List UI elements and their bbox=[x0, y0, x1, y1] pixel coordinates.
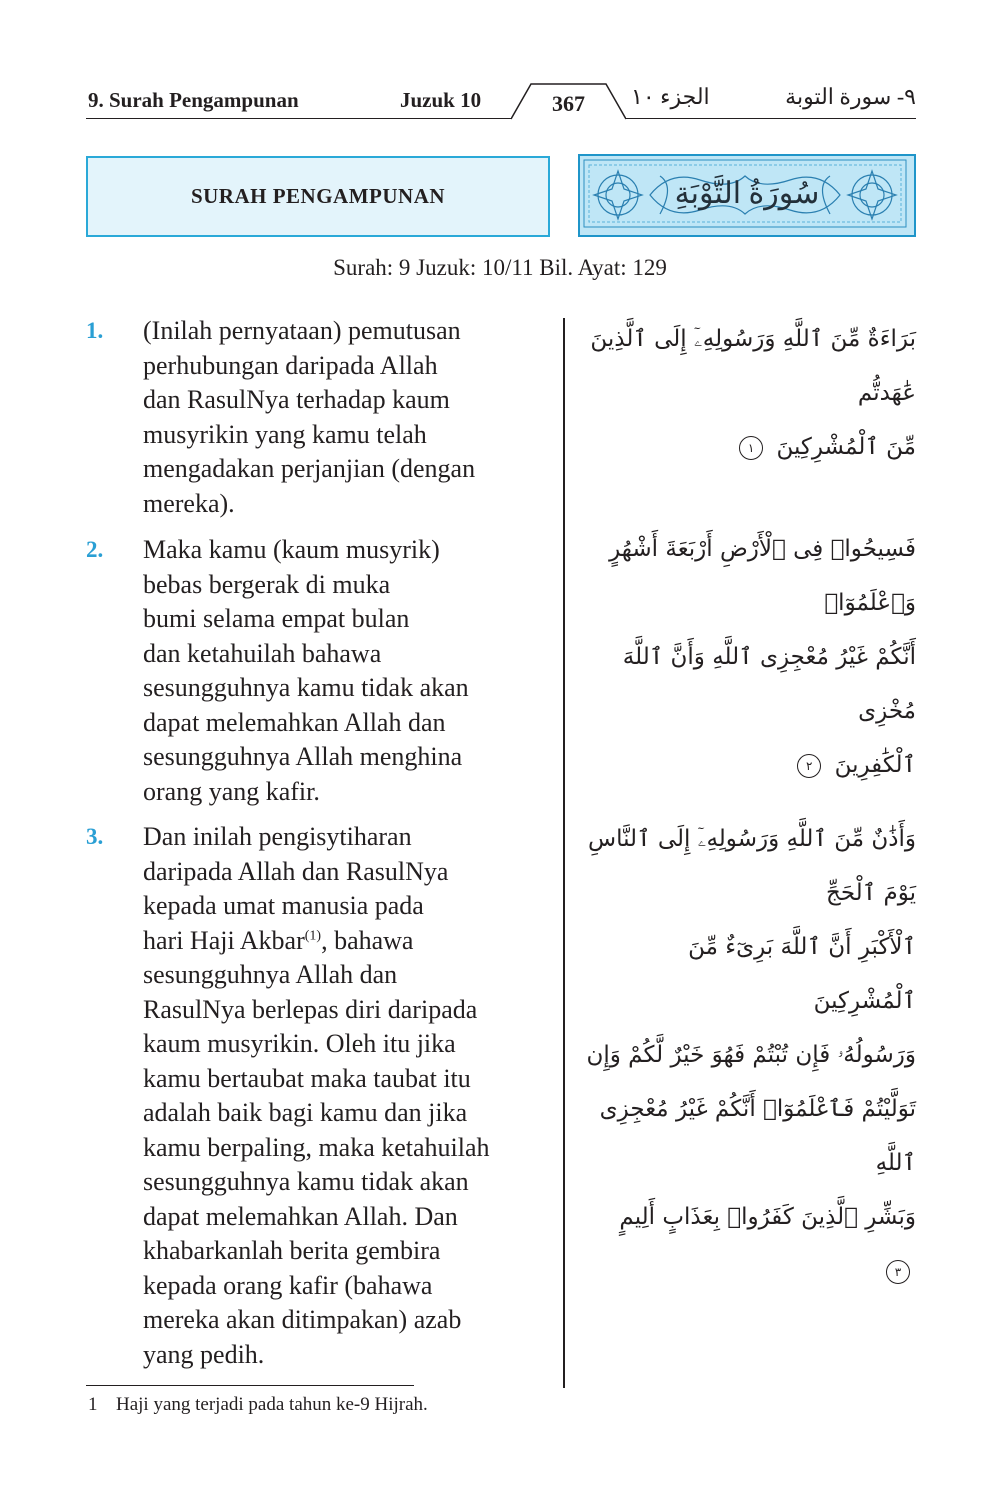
verse-translation: Maka kamu (kaum musyrik) bebas bergerak di muka bumi selama empat bulan dan ketahuilah bahawa sesungguhnya kamu tidak akan dapat melemahkan Allah dan sesungguhnya Allah menghina orang yang kafir. bbox=[143, 535, 469, 806]
header-arabic-surah: ٩- سورة التوبة bbox=[785, 84, 916, 109]
verse-translation: (Inilah pernyataan) pemutusan perhubungan daripada Allah dan RasulNya terhadap kaum musyrikin yang kamu telah mengadakan perjanjian (dengan mereka). bbox=[143, 316, 476, 518]
header-arabic-juz: الجزء ١٠ bbox=[631, 84, 710, 109]
page-number-tab bbox=[511, 82, 626, 119]
header-rule-right bbox=[626, 118, 916, 119]
arabic-text: فَسِيحُوا۟ فِى ٱلْأَرْضِ أَرْبَعَةَ أَشْهُرٍ وَٱعْلَمُوٓا۟ أَنَّكُمْ غَيْرُ مُعْجِزِى ٱللَّهِ وَأَنَّ ٱللَّهَ مُخْزِى ٱلْكَٰفِرِينَ bbox=[609, 536, 916, 778]
verse-3 bbox=[86, 820, 556, 1380]
column-divider bbox=[563, 318, 565, 1388]
page-header bbox=[86, 82, 916, 122]
footnote-rule bbox=[86, 1385, 414, 1386]
arabic-title-ornament bbox=[578, 154, 916, 237]
verse-2 bbox=[86, 533, 556, 813]
verse-3-arabic bbox=[583, 812, 916, 1298]
footnote-text: Haji yang terjadi pada tahun ke-9 Hijrah. bbox=[116, 1394, 428, 1415]
footnote-ref: (1) bbox=[304, 927, 322, 943]
ayah-marker: ٣ bbox=[886, 1260, 910, 1284]
verse-number: 3. bbox=[86, 824, 104, 849]
page-number: 367 bbox=[552, 91, 585, 116]
ayah-marker: ٢ bbox=[797, 754, 821, 778]
verse-number: 1. bbox=[86, 318, 104, 343]
verse-number: 2. bbox=[86, 537, 104, 562]
header-juz-label: Juzuk 10 bbox=[400, 88, 482, 112]
footnote bbox=[88, 1394, 428, 1416]
ayah-marker: ١ bbox=[739, 436, 763, 460]
verse-text-part: Dan inilah pengisytiharan daripada Allah dan RasulNya kepada umat manusia pada hari Haji Akbar bbox=[143, 822, 449, 955]
surah-title: SURAH PENGAMPUNAN bbox=[190, 184, 446, 208]
surah-title-box bbox=[86, 156, 550, 237]
arabic-surah-title: سُورَةُ التَّوْبَةِ bbox=[674, 177, 820, 210]
verse-1 bbox=[86, 314, 556, 524]
arabic-text: بَرَاءَةٌ مِّنَ ٱللَّهِ وَرَسُولِهِۦٓ إِلَى ٱلَّذِينَ عَٰهَدتُّم مِّنَ ٱلْمُشْرِكِينَ bbox=[590, 326, 916, 460]
verse-translation bbox=[143, 820, 563, 1372]
surah-meta: Surah: 9 Juzuk: 10/11 Bil. Ayat: 129 bbox=[333, 255, 667, 280]
header-surah-label: 9. Surah Pengampunan bbox=[88, 88, 299, 112]
verse-2-arabic bbox=[583, 522, 916, 792]
verse-1-arabic bbox=[583, 312, 916, 474]
arabic-text: وَأَذَٰنٌ مِّنَ ٱللَّهِ وَرَسُولِهِۦٓ إِلَى ٱلنَّاسِ يَوْمَ ٱلْحَجِّ ٱلْأَكْبَرِ أَنَّ ٱللَّهَ بَرِىٓءٌ مِّنَ ٱلْمُشْرِكِينَ وَرَسُولُهُۥ فَإِن تُبْتُمْ فَهُوَ خَيْرٌ لَّكُمْ وَإِن تَوَلَّيْتُمْ فَٱعْلَمُوٓا۟ أَنَّكُمْ غَيْرُ مُعْجِزِى ٱللَّهِ وَبَشِّرِ ٱلَّذِينَ كَفَرُوا۟ بِعَذَابٍ أَلِيمٍ bbox=[586, 826, 916, 1230]
footnote-number: 1 bbox=[88, 1394, 98, 1415]
header-rule-left bbox=[86, 118, 511, 119]
verse-text-part: , bahawa sesungguhnya Allah dan RasulNya berlepas diri daripada kaum musyrikin. Oleh itu jika kamu bertaubat maka taubat itu adalah baik bagi kamu dan jika kamu berpaling, maka ketahuilah sesungguhnya kamu tidak akan dapat melemahkan Allah. Dan khabarkanlah berita gembira kepada orang kafir (bahawa mereka akan ditimpakan) azab yang pedih. bbox=[143, 925, 490, 1369]
